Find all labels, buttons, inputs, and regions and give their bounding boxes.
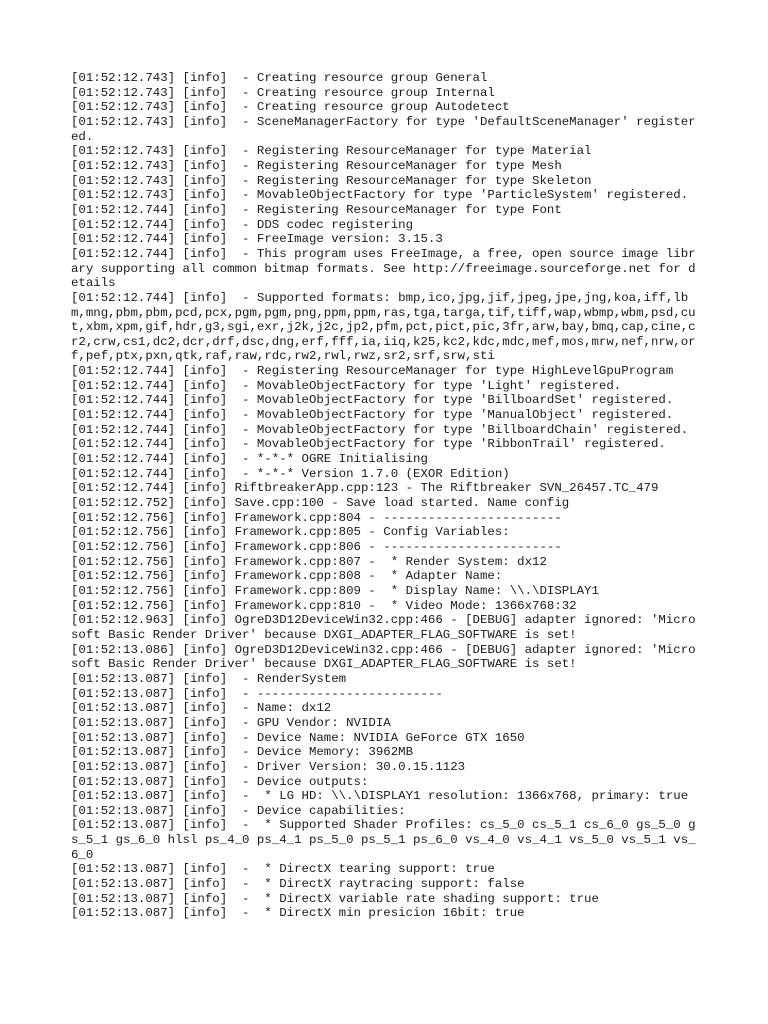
log-line: [01:52:13.087] [info] - RenderSystem — [71, 671, 347, 686]
log-line: [01:52:12.744] [info] RiftbreakerApp.cpp:123 - The Riftbreaker SVN_26457.TC_479 — [71, 481, 659, 496]
log-line: [01:52:12.756] [info] Framework.cpp:806 - ------------------------ — [71, 540, 562, 554]
log-line: [01:52:12.744] [info] - MovableObjectFactory for type 'Light' registered. — [71, 378, 622, 393]
log-line: [01:52:12.756] [info] Framework.cpp:808 - * Adapter Name: — [71, 569, 503, 584]
log-line: [01:52:13.087] [info] - Name: dx12 — [71, 701, 332, 716]
log-line: [01:52:12.744] [info] - MovableObjectFactory for type 'ManualObject' registered. — [71, 408, 674, 423]
log-line: [01:52:12.756] [info] Framework.cpp:807 - * Render System: dx12 — [71, 554, 547, 569]
log-line: [01:52:12.744] [info] - MovableObjectFactory for type 'RibbonTrail' registered. — [71, 437, 666, 452]
log-line: [01:52:13.087] [info] - * Supported Shader Profiles: cs_5_0 cs_5_1 cs_6_0 gs_5_0 gs_5_1 gs_6_0 hlsl ps_4_0 ps_4_1 ps_5_0 ps_5_1 ps_6_0 vs_4_0 vs_4_1 vs_5_0 vs_5_1 vs_6_0 — [71, 818, 696, 862]
log-line: [01:52:12.744] [info] - Registering ResourceManager for type Font — [71, 202, 562, 217]
log-line: [01:52:12.743] [info] - Creating resource group General — [71, 71, 488, 85]
log-line: [01:52:13.087] [info] - Device capabilities: — [71, 803, 406, 818]
log-line: [01:52:13.087] [info] - * DirectX tearing support: true — [71, 862, 495, 877]
log-line: [01:52:12.756] [info] Framework.cpp:810 - * Video Mode: 1366x768:32 — [71, 598, 577, 613]
log-line: [01:52:12.756] [info] Framework.cpp:804 - ------------------------ — [71, 510, 562, 525]
log-line: [01:52:13.087] [info] - * LG HD: \\.\DISPLAY1 resolution: 1366x768, primary: true — [71, 789, 689, 804]
log-line: [01:52:12.756] [info] Framework.cpp:805 - Config Variables: — [71, 525, 510, 540]
log-line: [01:52:12.744] [info] - *-*-* Version 1.7.0 (EXOR Edition) — [71, 466, 510, 481]
log-line: [01:52:12.744] [info] - Supported formats: bmp,ico,jpg,jif,jpeg,jpe,jng,koa,iff,lbm,mng,pbm,pbm,pcd,pcx,pgm,pgm,png,ppm,ppm,ras,tga,targa,tif,tiff,wap,wbmp,wbm,psd,cut,xbm,xpm,gif,hdr,g3,sgi,exr,j2k,j2c,jp2,pfm,pct,pict,pic,3fr,arw,bay,bmq,cap,cine,cr2,crw,cs1,dc2,dcr,drf,dsc,dng,erf,fff,ia,iiq,k25,kc2,kdc,mdc,mef,mos,mrw,nef,nrw,orf,pef,ptx,pxn,qtk,raf,raw,rdc,rw2,rwl,rwz,sr2,srf,srw,sti — [71, 290, 696, 364]
log-line: [01:52:12.756] [info] Framework.cpp:809 - * Display Name: \\.\DISPLAY1 — [71, 583, 599, 598]
log-line: [01:52:12.743] [info] - MovableObjectFactory for type 'ParticleSystem' registered. — [71, 188, 689, 203]
log-line: [01:52:12.743] [info] - Creating resource group Autodetect — [71, 100, 510, 115]
log-line: [01:52:13.087] [info] - * DirectX min presicion 16bit: true — [71, 906, 525, 921]
log-line: [01:52:12.743] [info] - Registering ResourceManager for type Material — [71, 144, 592, 159]
log-line: [01:52:13.087] [info] - Device Memory: 3962MB — [71, 745, 414, 760]
log-line: [01:52:12.744] [info] - MovableObjectFactory for type 'BillboardChain' registered. — [71, 422, 689, 437]
log-line: [01:52:12.752] [info] Save.cpp:100 - Save load started. Name config — [71, 496, 570, 511]
log-line: [01:52:13.087] [info] - ------------------------- — [71, 686, 443, 701]
log-line: [01:52:13.087] [info] - GPU Vendor: NVIDIA — [71, 715, 391, 730]
log-line: [01:52:12.744] [info] - MovableObjectFactory for type 'BillboardSet' registered. — [71, 393, 674, 408]
log-line: [01:52:13.086] [info] OgreD3D12DeviceWin32.cpp:466 - [DEBUG] adapter ignored: 'Microsoft Basic Render Driver' because DXGI_ADAPTER_FLAG_SOFTWARE is set! — [71, 642, 696, 672]
log-line: [01:52:13.087] [info] - * DirectX raytracing support: false — [71, 877, 525, 892]
log-line: [01:52:12.743] [info] - SceneManagerFactory for type 'DefaultSceneManager' registered. — [71, 114, 696, 144]
log-line: [01:52:12.743] [info] - Registering ResourceManager for type Mesh — [71, 158, 562, 173]
log-line: [01:52:12.744] [info] - This program uses FreeImage, a free, open source image library supporting all common bitmap formats. See http://freeimage.sourceforge.net for details — [71, 246, 696, 291]
log-line: [01:52:13.087] [info] - Driver Version: 30.0.15.1123 — [71, 759, 466, 774]
log-line: [01:52:12.743] [info] - Creating resource group Internal — [71, 85, 495, 100]
log-line: [01:52:12.744] [info] - Registering ResourceManager for type HighLevelGpuProgram — [71, 364, 674, 379]
log-line: [01:52:12.744] [info] - *-*-* OGRE Initialising — [71, 452, 428, 467]
log-line: [01:52:12.744] [info] - DDS codec registering — [71, 217, 414, 232]
log-line: [01:52:12.744] [info] - FreeImage version: 3.15.3 — [71, 232, 443, 247]
log-line: [01:52:12.963] [info] OgreD3D12DeviceWin32.cpp:466 - [DEBUG] adapter ignored: 'Microsoft Basic Render Driver' because DXGI_ADAPTER_FLAG_SOFTWARE is set! — [71, 613, 696, 642]
log-line: [01:52:12.743] [info] - Registering ResourceManager for type Skeleton — [71, 173, 592, 188]
log-line: [01:52:13.087] [info] - Device Name: NVIDIA GeForce GTX 1650 — [71, 730, 525, 745]
log-line: [01:52:13.087] [info] - Device outputs: — [71, 774, 369, 789]
log-document — [71, 71, 701, 921]
log-line: [01:52:13.087] [info] - * DirectX variable rate shading support: true — [71, 891, 599, 906]
